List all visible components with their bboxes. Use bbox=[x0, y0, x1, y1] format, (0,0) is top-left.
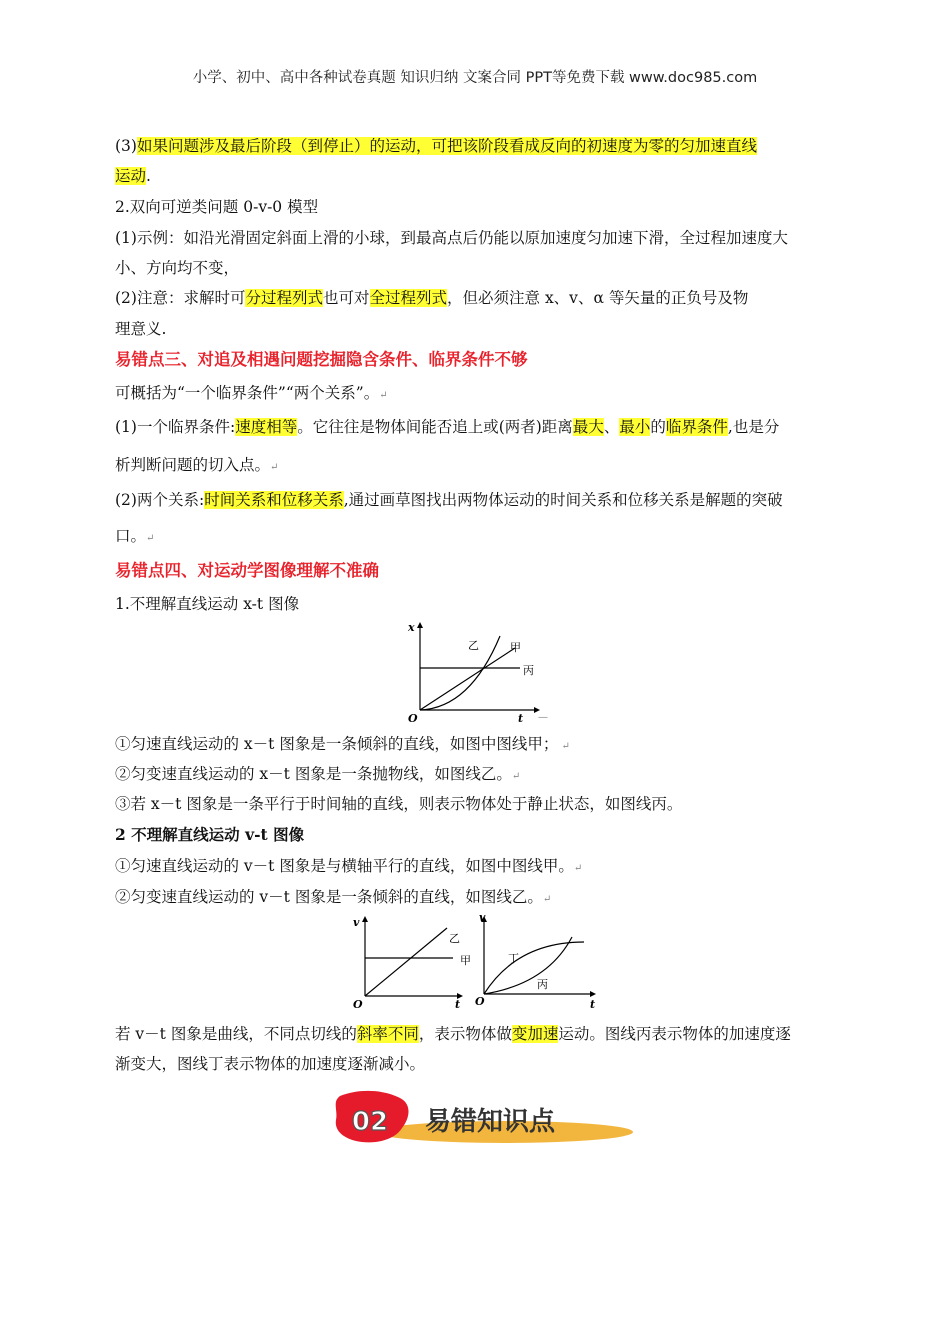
critical-condition: (1)一个临界条件:速度相等。它往往是物体间能否追上或(两者)距离最大、最小的临界条件,也是分 bbox=[115, 418, 780, 436]
t-axis-label: t bbox=[518, 712, 524, 725]
critical-condition-cont: 析判断问题的切入点。↵ bbox=[115, 456, 279, 474]
example-text-cont: 小、方向均不变， bbox=[115, 259, 240, 277]
page-header: 小学、初中、高中各种试卷真题 知识归纳 文案合同 PPT等免费下载 www.doc985.com bbox=[192, 70, 758, 86]
xt-item-3: ③若 x－t 图象是一条平行于时间轴的直线，则表示物体处于静止状态，如图线丙。 bbox=[115, 795, 683, 813]
origin-label: O bbox=[408, 712, 418, 725]
banner-title: 易错知识点 bbox=[425, 1107, 556, 1137]
v-axis-label: v bbox=[479, 912, 486, 924]
curve-explanation: 若 v－t 图象是曲线，不同点切线的斜率不同，表示物体做变加速运动。图线丙表示物体的加速度逐 bbox=[115, 1025, 791, 1043]
vt-item-2: ②匀变速直线运动的 v－t 图象是一条倾斜的直线，如图线乙。↵ bbox=[115, 888, 552, 906]
two-relations-cont: 口。↵ bbox=[115, 527, 155, 545]
t-axis-label: t bbox=[455, 998, 461, 1011]
heading-error-point-3: 易错点三、对追及相遇问题挖掘隐含条件、临界条件不够 bbox=[115, 350, 528, 369]
example-text: (1)示例：如沿光滑固定斜面上滑的小球，到最高点后仍能以原加速度匀加速下滑，全过程加速度大 bbox=[115, 229, 788, 247]
vt-item-1: ①匀速直线运动的 v－t 图象是与横轴平行的直线，如图中图线甲。↵ bbox=[115, 857, 583, 875]
line-label-jia: 甲 bbox=[460, 954, 471, 967]
origin-label: O bbox=[475, 995, 485, 1008]
vt-graph-linear bbox=[345, 912, 475, 1012]
x-axis-label: x bbox=[408, 621, 415, 634]
xt-item-2: ②匀变速直线运动的 x－t 图象是一条抛物线，如图线乙。↵ bbox=[115, 765, 521, 783]
line-label-yi: 乙 bbox=[468, 639, 479, 652]
paragraph-3: (3)如果问题涉及最后阶段（到停止）的运动，可把该阶段看成反向的初速度为零的匀加速直线 bbox=[115, 137, 757, 155]
xt-item-1: ①匀速直线运动的 x－t 图象是一条倾斜的直线，如图中图线甲； ↵ bbox=[115, 735, 570, 753]
paragraph-mark: — bbox=[538, 712, 548, 723]
note-text: (2)注意：求解时可分过程列式也可对全过程列式，但必须注意 x、v、α 等矢量的正负号及物 bbox=[115, 289, 749, 307]
t-axis-label: t bbox=[590, 998, 596, 1011]
banner-number: 02 bbox=[351, 1107, 389, 1137]
section-2-title: 2.双向可逆类问题 0-v-0 模型 bbox=[115, 198, 319, 216]
line-label-bing: 丙 bbox=[523, 664, 534, 677]
note-text-cont: 理意义. bbox=[115, 320, 167, 338]
line-label-ding: 丁 bbox=[508, 952, 519, 965]
two-relations: (2)两个关系:时间关系和位移关系,通过画草图找出两物体运动的时间关系和位移关系是解题的突破 bbox=[115, 491, 783, 509]
v-axis-label: v bbox=[353, 916, 360, 929]
heading-error-point-4: 易错点四、对运动学图像理解不准确 bbox=[115, 561, 379, 580]
line-label-jia: 甲 bbox=[510, 641, 521, 654]
chase-intro: 可概括为“一个临界条件”“两个关系”。↵ bbox=[115, 384, 388, 402]
line-label-yi: 乙 bbox=[449, 932, 460, 945]
paragraph-3-cont: 运动. bbox=[115, 167, 151, 185]
section-banner bbox=[330, 1088, 635, 1150]
vt-graph-curved bbox=[472, 912, 607, 1012]
vt-title: 2 不理解直线运动 v-t 图像 bbox=[115, 825, 305, 844]
line-label-bing: 丙 bbox=[537, 978, 548, 991]
curve-explanation-cont: 渐变大，图线丁表示物体的加速度逐渐减小。 bbox=[115, 1055, 426, 1073]
xt-title: 1.不理解直线运动 x-t 图像 bbox=[115, 595, 300, 613]
origin-label: O bbox=[353, 998, 363, 1011]
xt-graph bbox=[400, 618, 550, 726]
